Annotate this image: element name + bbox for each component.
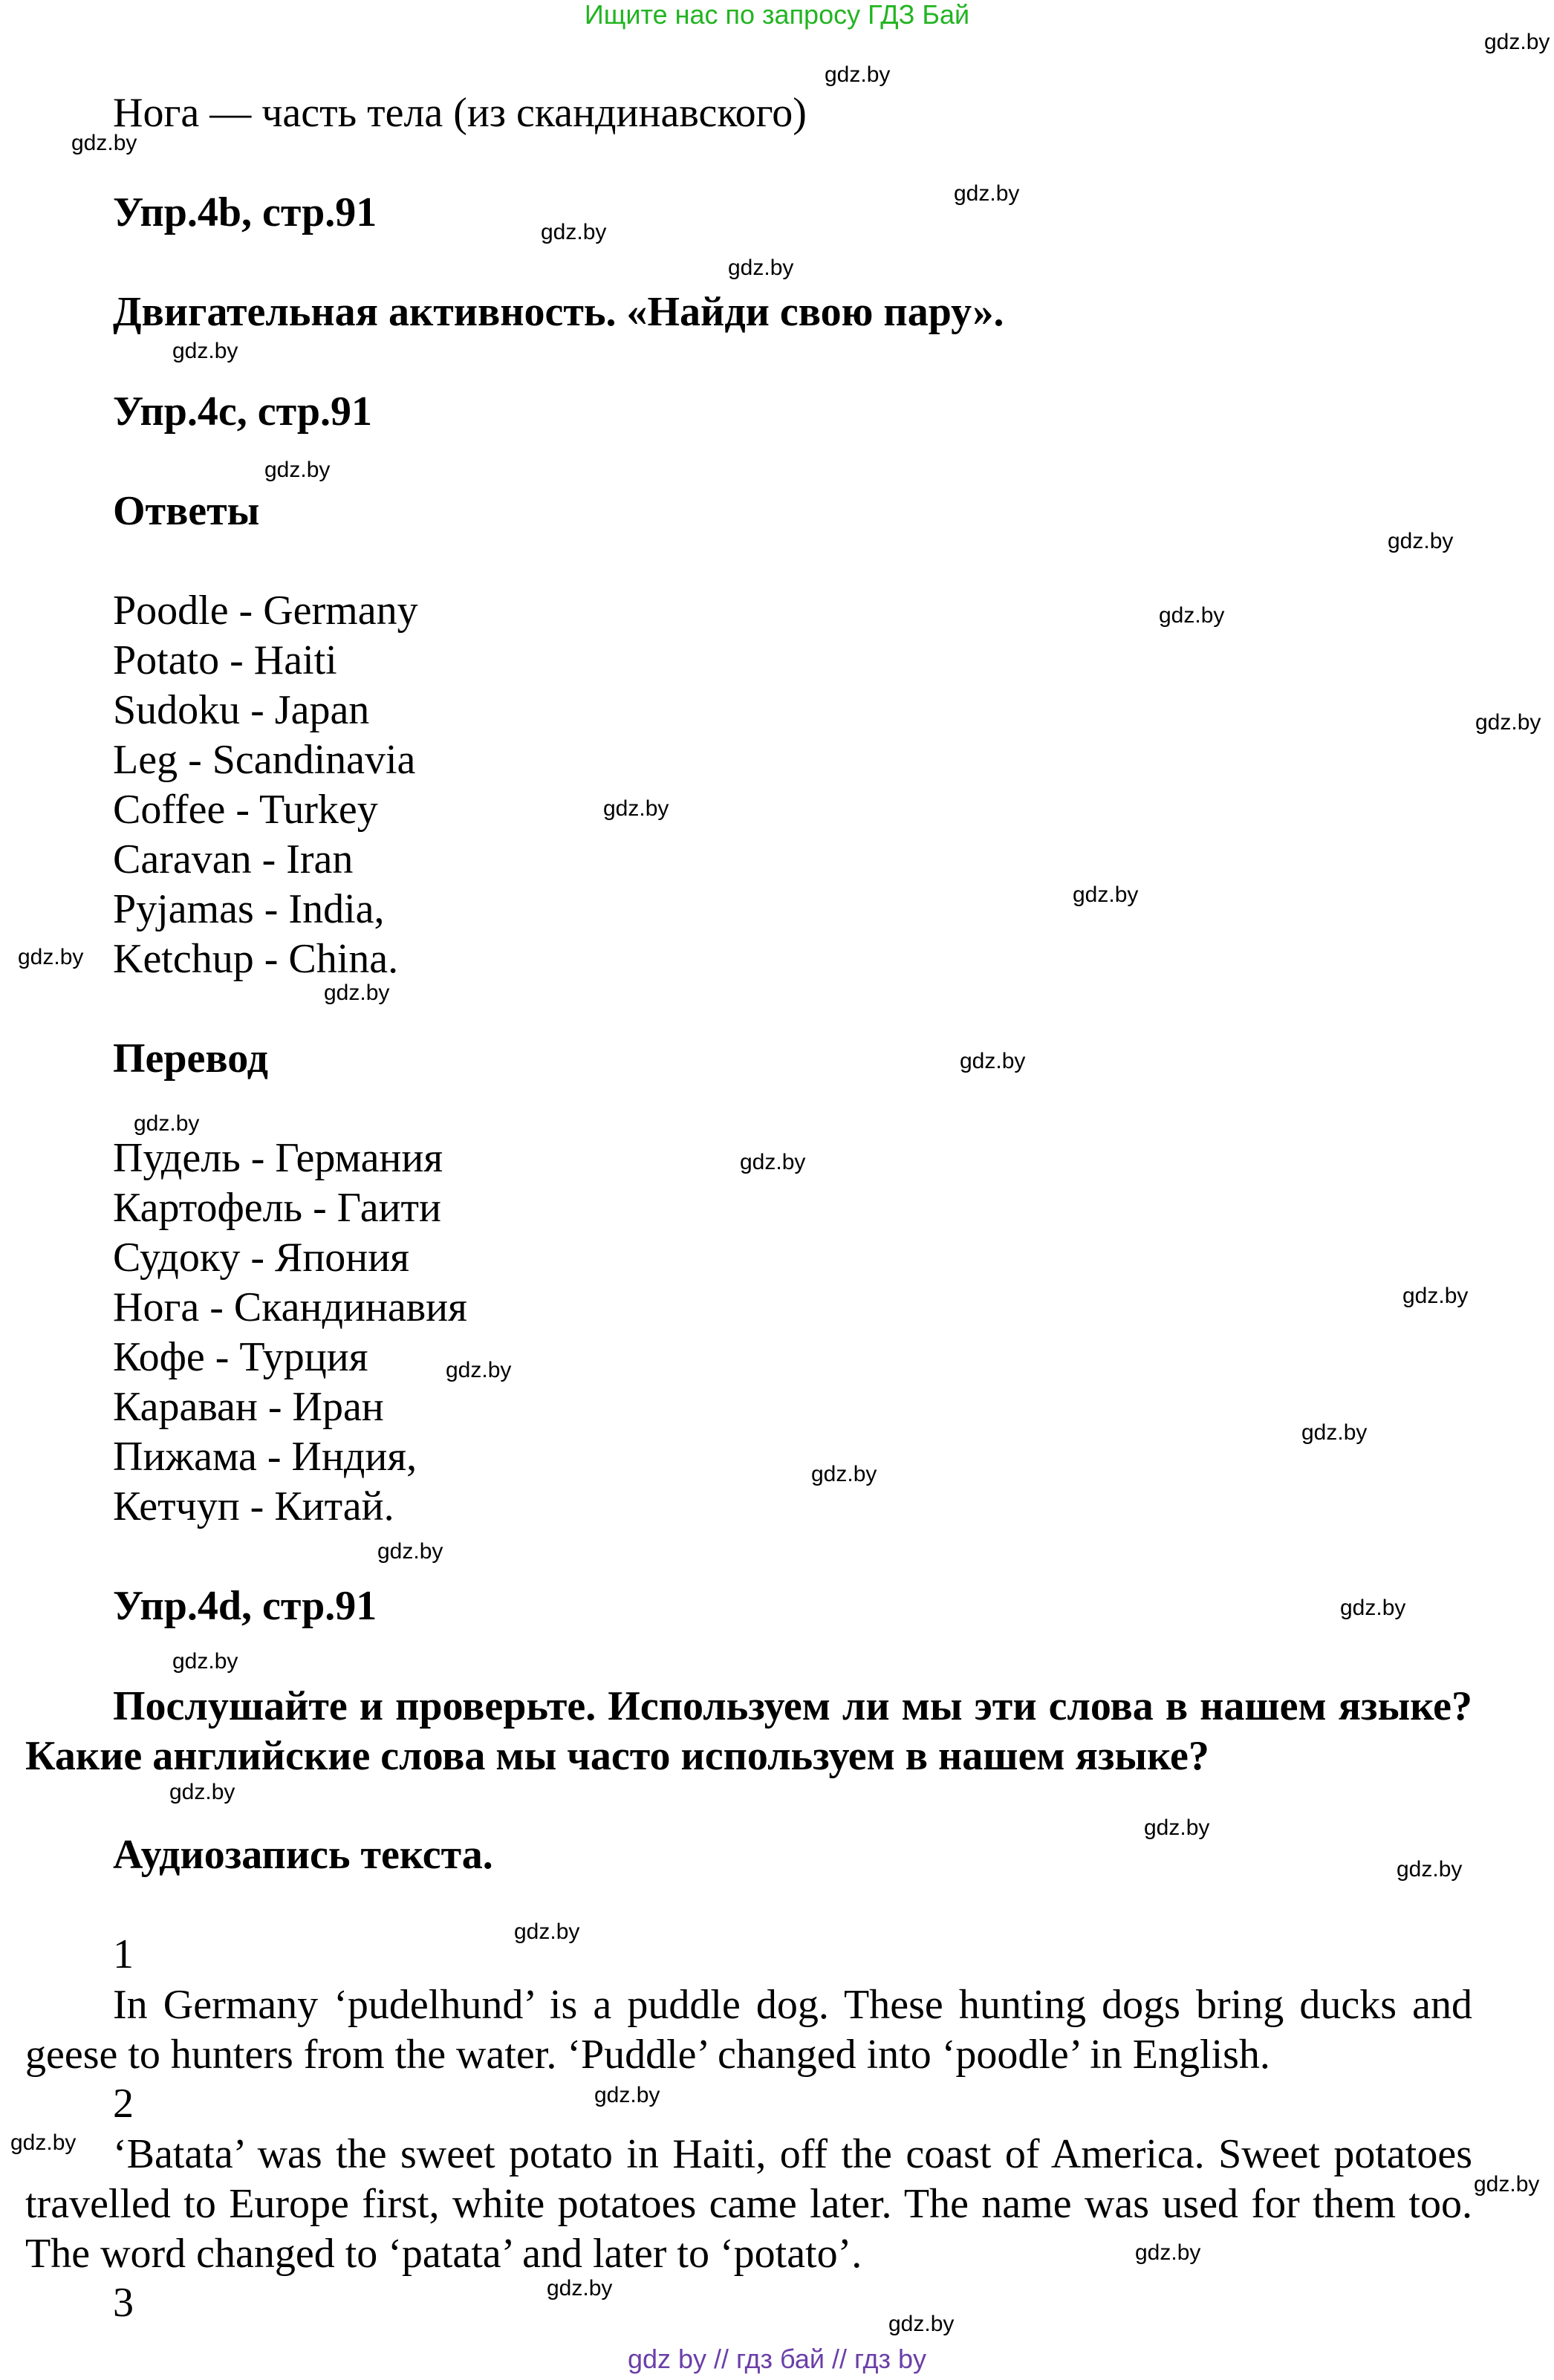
watermark: gdz.by [446, 1358, 512, 1382]
header-search-text: Ищите нас по запросу ГДЗ Бай [584, 0, 970, 30]
watermark: gdz.by [740, 1150, 806, 1174]
audio-heading: Аудиозапись текста. [113, 1832, 493, 1878]
answer-item: Ketchup - China. [113, 936, 399, 982]
watermark: gdz.by [377, 1539, 443, 1564]
translation-item: Картофель - Гаити [113, 1185, 441, 1231]
translation-heading: Перевод [113, 1035, 268, 1082]
answer-item: Poodle - Germany [113, 588, 418, 634]
answer-item: Sudoku - Japan [113, 687, 370, 733]
paragraph-number: 2 [113, 2081, 134, 2127]
translation-item: Кетчуп - Китай. [113, 1483, 394, 1529]
watermark: gdz.by [1144, 1815, 1210, 1840]
answer-item: Caravan - Iran [113, 836, 354, 882]
watermark: gdz.by [728, 256, 794, 280]
watermark: gdz.by [1474, 2172, 1540, 2197]
watermark: gdz.by [1475, 710, 1541, 735]
watermark: gdz.by [1397, 1857, 1463, 1882]
watermark: gdz.by [71, 131, 137, 155]
translation-item: Караван - Иран [113, 1384, 384, 1430]
watermark: gdz.by [514, 1919, 580, 1944]
ex4d-task: Послушайте и проверьте. Используем ли мы эти слова в нашем языке? Какие английские слова мы часто используем в нашем языке? [25, 1683, 1472, 1779]
footer-links[interactable]: gdz by // гдз бай // гдз by [627, 2344, 927, 2374]
answer-item: Pyjamas - India, [113, 886, 385, 932]
ex4b-heading: Упр.4b, стр.91 [113, 189, 377, 235]
watermark: gdz.by [1135, 2240, 1201, 2265]
translation-item: Нога - Скандинавия [113, 1284, 467, 1330]
paragraph-number: 1 [113, 1931, 134, 1977]
answer-item: Potato - Haiti [113, 637, 337, 683]
watermark: gdz.by [1159, 603, 1225, 628]
watermark: gdz.by [1402, 1284, 1469, 1308]
watermark: gdz.by [134, 1111, 200, 1136]
watermark: gdz.by [1484, 30, 1550, 54]
paragraph-text: ‘Batata’ was the sweet potato in Haiti, off the coast of America. Sweet potatoes travelled to Europe first, white potatoes came later. The name was used for them too. The word changed to ‘patata’ and later to ‘potato’. [25, 2131, 1472, 2277]
answers-heading: Ответы [113, 488, 260, 534]
paragraph-number: 3 [113, 2280, 134, 2326]
answer-item: Leg - Scandinavia [113, 737, 416, 783]
watermark: gdz.by [1301, 1420, 1368, 1445]
translation-item: Судоку - Япония [113, 1235, 409, 1281]
watermark: gdz.by [1340, 1596, 1406, 1620]
paragraph-text: In Germany ‘pudelhund’ is a puddle dog. These hunting dogs bring ducks and geese to hunters from the water. ‘Puddle’ changed into ‘poodle’ in English. [25, 1982, 1472, 2078]
translation-item: Пудель - Германия [113, 1135, 443, 1181]
answer-item: Coffee - Turkey [113, 787, 378, 833]
ex4c-heading: Упр.4c, стр.91 [113, 388, 372, 435]
watermark: gdz.by [169, 1780, 235, 1804]
watermark: gdz.by [18, 945, 84, 969]
intro-line: Нога — часть тела (из скандинавского) [113, 90, 807, 136]
watermark: gdz.by [825, 62, 891, 87]
ex4d-heading: Упр.4d, стр.91 [113, 1583, 377, 1629]
watermark: gdz.by [594, 2083, 660, 2107]
watermark: gdz.by [603, 796, 669, 821]
translation-item: Пижама - Индия, [113, 1434, 417, 1480]
watermark: gdz.by [541, 220, 607, 244]
watermark: gdz.by [547, 2276, 613, 2301]
ex4b-task: Двигательная активность. «Найди свою пару». [113, 289, 1004, 335]
watermark: gdz.by [960, 1049, 1026, 1073]
watermark: gdz.by [1388, 529, 1454, 553]
watermark: gdz.by [811, 1462, 877, 1486]
translation-item: Кофе - Турция [113, 1334, 368, 1380]
watermark: gdz.by [172, 1649, 238, 1674]
watermark: gdz.by [324, 981, 390, 1005]
watermark: gdz.by [954, 181, 1020, 206]
watermark: gdz.by [888, 2312, 955, 2336]
watermark: gdz.by [1073, 882, 1139, 907]
watermark: gdz.by [10, 2130, 77, 2155]
watermark: gdz.by [264, 458, 331, 482]
watermark: gdz.by [172, 339, 238, 363]
